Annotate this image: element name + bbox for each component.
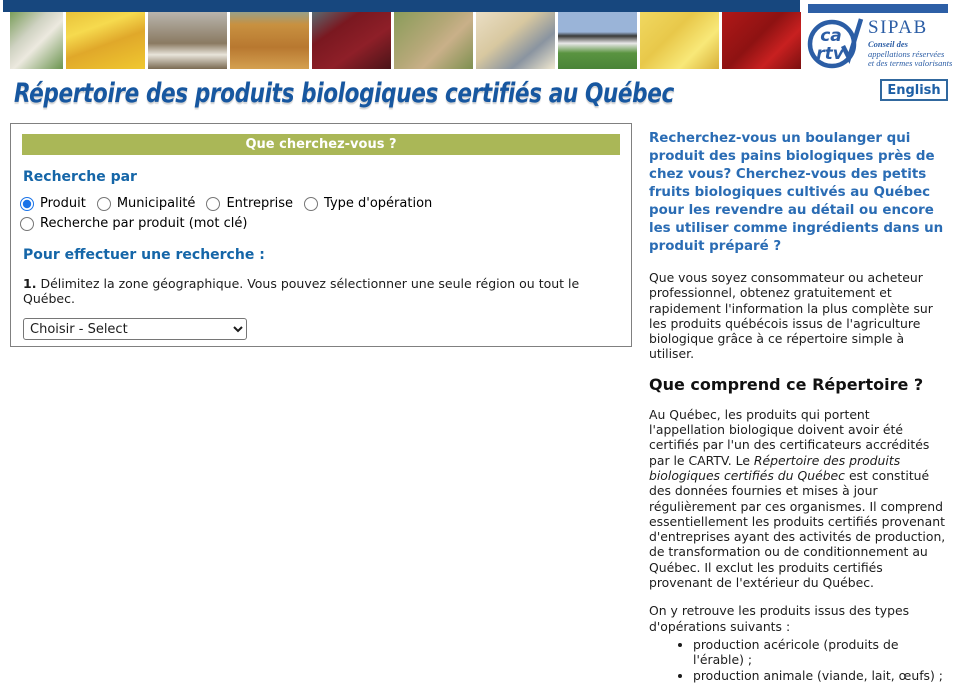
step1-instruction: Délimitez la zone géographique. Vous pouvez sélectionner une seule région ou tout le Québec. xyxy=(23,276,580,306)
photo-honeycomb xyxy=(230,12,309,69)
region-select[interactable] xyxy=(23,318,247,340)
radio-group-row-2 xyxy=(20,216,631,231)
radio-produit-label: Produit xyxy=(40,196,86,211)
photo-cheeses xyxy=(476,12,555,69)
page-title: Répertoire des produits biologiques certifiés au Québec xyxy=(14,78,674,109)
svg-text:rtv: rtv xyxy=(816,44,844,64)
paragraph-2-part2: est constitué des données fournies et mises à jour régulièrement par ces organismes. Il comprend essentiellement les produits certifiés provenant d'entreprises ayant des activités de production, de transformation ou de conditionnement au Québec. Il exclut les produits certifiés provenant de l'extérieur du Québec. xyxy=(649,467,946,591)
step1-number: 1. xyxy=(23,276,37,291)
photo-red-berries xyxy=(722,12,801,69)
panel-header: Que cherchez-vous ? xyxy=(22,134,620,155)
photo-cranberries xyxy=(312,12,391,69)
photo-cows xyxy=(558,12,637,69)
paragraph-3: On y retrouve les produits issus des types d'opérations suivants : xyxy=(649,603,910,634)
list-item-animale: • production animale (viande, lait, œufs) ; xyxy=(693,668,949,683)
search-by-heading: Recherche par xyxy=(23,169,137,185)
radio-mot-cle-input[interactable] xyxy=(20,217,34,231)
top-navy-bar xyxy=(3,0,800,12)
radio-produit-input[interactable] xyxy=(20,197,34,211)
radio-type-operation-label: Type d'opération xyxy=(324,196,433,211)
how-to-heading: Pour effectuer une recherche : xyxy=(23,247,265,263)
operations-list xyxy=(649,637,949,683)
photo-sugar-shack xyxy=(148,12,227,69)
tagline-line-1: Conseil des xyxy=(868,39,908,49)
search-panel xyxy=(10,123,632,347)
paragraph-2 xyxy=(649,407,949,591)
tagline-line-2: appellations réservées xyxy=(868,48,945,59)
radio-entreprise[interactable] xyxy=(206,196,293,211)
radio-entreprise-input[interactable] xyxy=(206,197,220,211)
photo-ducklings xyxy=(640,12,719,69)
paragraph-2-part1: Au Québec, les produits qui portent l'appellation biologique doivent avoir été certifiés par l'un des certificateurs accrédités par le CARTV. Le xyxy=(649,406,930,468)
paragraph-1: Que vous soyez consommateur ou acheteur professionnel, obtenez gratuitement et rapidement l'information la plus complète sur les produits québécois issus de l'agriculture biologique grâce à ce répertoire simple à utiliser. xyxy=(649,270,933,362)
info-column xyxy=(649,130,949,683)
tagline-line-3: et des termes valorisants xyxy=(868,58,953,68)
photo-sunflowers-wine xyxy=(66,12,145,69)
radio-municipalite-label: Municipalité xyxy=(116,196,196,211)
list-item-acericole: • production acéricole (produits de l'érable) ; xyxy=(693,637,949,668)
top-navy-bar-right xyxy=(808,4,948,13)
radio-municipalite-input[interactable] xyxy=(97,197,111,211)
cartv-sipab-logo[interactable] xyxy=(806,15,952,71)
logo-wordmark xyxy=(868,15,952,69)
radio-mot-cle-label: Recherche par produit (mot clé) xyxy=(40,216,248,231)
radio-type-operation[interactable] xyxy=(304,196,432,211)
repertoire-title-italic: Répertoire des produits biologiques certifiés du Québec xyxy=(649,452,901,483)
logo-tagline xyxy=(868,40,952,69)
radio-type-operation-input[interactable] xyxy=(304,197,318,211)
radio-municipalite[interactable] xyxy=(97,196,196,211)
photo-strip xyxy=(10,12,801,69)
cartv-logo-icon xyxy=(806,15,864,71)
step1-text xyxy=(23,276,619,306)
photo-grain-hand xyxy=(394,12,473,69)
english-button[interactable]: English xyxy=(880,79,948,101)
photo-lambs xyxy=(10,12,63,69)
svg-text:ca: ca xyxy=(820,26,842,46)
radio-produit[interactable] xyxy=(20,196,86,211)
radio-group-row-1 xyxy=(20,196,631,211)
intro-paragraph: Recherchez-vous un boulanger qui produit des pains biologiques près de chez vous? Cherchez-vous des petits fruits biologiques cultivés au Québec pour les revendre au détail ou encore les utiliser comme ingrédients dans un produit préparé ? xyxy=(649,131,944,254)
radio-mot-cle[interactable] xyxy=(20,216,247,231)
radio-entreprise-label: Entreprise xyxy=(226,196,294,211)
sipab-wordmark: SIPAB xyxy=(868,17,928,38)
section-heading: Que comprend ce Répertoire ? xyxy=(649,374,924,394)
